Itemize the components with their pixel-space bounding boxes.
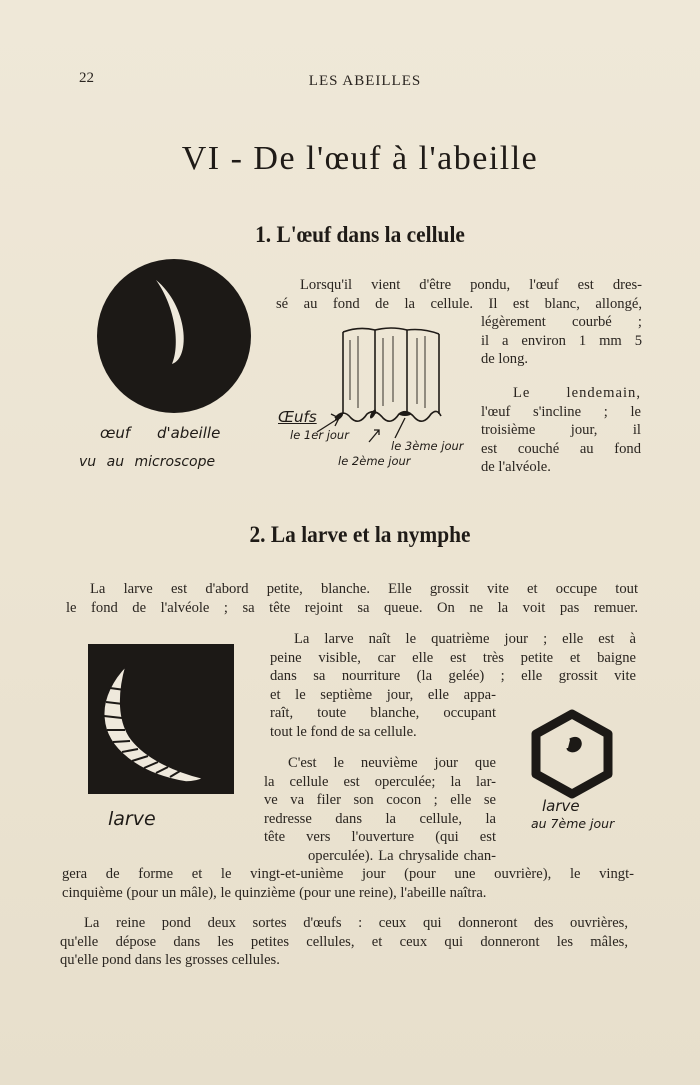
text-line: operculée). La chrysalide chan-	[308, 847, 496, 864]
text-line: cinquième (pour un mâle), le quinzième (pour une reine), l'abeille naîtra.	[62, 884, 487, 901]
larva-figure	[88, 644, 236, 796]
text-line: de l'alvéole.	[481, 459, 551, 476]
text-line: troisième jour, il	[481, 422, 641, 439]
hex-cell-figure	[528, 710, 618, 800]
text-line: raît, toute blanche, occupant	[270, 705, 496, 722]
text-line: tout le fond de sa cellule.	[270, 723, 417, 740]
text-line: qu'elle dépose dans les petites cellules, et ceux qui donneront les mâles,	[60, 933, 628, 950]
text-line: l'œuf s'incline ; le	[481, 403, 641, 420]
section2-intro	[66, 580, 638, 617]
hex-cell-caption-1: larve	[542, 797, 580, 815]
text-line: La larve est d'abord petite, blanche. Elle grossit vite et occupe tout	[90, 581, 638, 597]
larva-caption: larve	[108, 808, 156, 830]
text-line: légèrement courbé ;	[481, 314, 642, 331]
text-line: La reine pond deux sortes d'œufs : ceux qui donneront des ouvrières,	[84, 915, 628, 931]
section-2-title: 2. La larve et la nymphe	[249, 522, 471, 547]
egg-microscope-figure	[96, 258, 256, 418]
text-line: le fond de l'alvéole ; sa tête rejoint sa queue. On ne la voit pas remuer.	[66, 599, 638, 616]
cells-label-oeufs: Œufs	[278, 408, 317, 426]
chapter-title: VI - De l'œuf à l'abeille	[181, 140, 539, 177]
cells-label-day2: le 2ème jour	[338, 454, 411, 468]
text-line: Lorsqu'il vient d'être pondu, l'œuf est dres-	[300, 277, 642, 293]
text-line: il a environ 1 mm 5	[481, 332, 642, 349]
egg-day3	[399, 412, 411, 416]
text-line: tête vers l'ouverture (qui est	[264, 829, 496, 846]
text-line: Le lendemain,	[513, 385, 641, 401]
text-line: sé au fond de la cellule. Il est blanc, allongé,	[276, 295, 642, 312]
egg-caption-2: vu au microscope	[79, 454, 216, 470]
text-line: et le septième jour, elle appa-	[270, 686, 496, 703]
section1-paragraph-2	[481, 384, 641, 477]
microscope-view-circle	[97, 259, 251, 413]
text-line: dans sa nourriture (la gelée) ; elle grossit vite	[270, 668, 636, 685]
text-line: de long.	[481, 351, 529, 368]
section-1-title: 1. L'œuf dans la cellule	[255, 222, 465, 247]
section2-paragraph-b	[264, 754, 496, 866]
text-line: La larve naît le quatrième jour ; elle est à	[294, 631, 636, 647]
text-line: C'est le neuvième jour que	[288, 755, 496, 771]
arrow-day3	[395, 418, 405, 438]
running-title: LES ABEILLES	[308, 73, 422, 89]
cells-label-day1: le 1er jour	[290, 428, 349, 442]
section2-paragraph-c	[60, 914, 628, 970]
cells-label-day3: le 3ème jour	[391, 439, 464, 453]
page-number: 22	[79, 70, 94, 86]
text-line: qu'elle pond dans les grosses cellules.	[60, 952, 280, 969]
text-line: la cellule est operculée; la lar-	[264, 773, 496, 790]
hex-cell-caption-2: au 7ème jour	[531, 816, 615, 831]
section2-paragraph-b-continued	[62, 865, 634, 902]
text-line: peine visible, car elle est très petite et baigne	[270, 649, 636, 666]
egg-caption-1: œuf d'abeille	[100, 424, 221, 442]
text-line: est couché au fond	[481, 440, 641, 457]
egg-day2	[369, 409, 377, 420]
hex-cell-wall	[536, 714, 608, 794]
larva-in-cell	[568, 738, 580, 750]
text-line: gera de forme et le vingt-et-unième jour (pour une ouvrière), le vingt-	[62, 866, 634, 882]
arrow-day2	[369, 430, 379, 442]
text-line: ve va filer son cocon ; elle se	[264, 792, 496, 809]
text-line: redresse dans la cellule, la	[264, 810, 496, 827]
section1-paragraph-1	[276, 276, 642, 369]
cell-bottoms	[335, 411, 441, 421]
